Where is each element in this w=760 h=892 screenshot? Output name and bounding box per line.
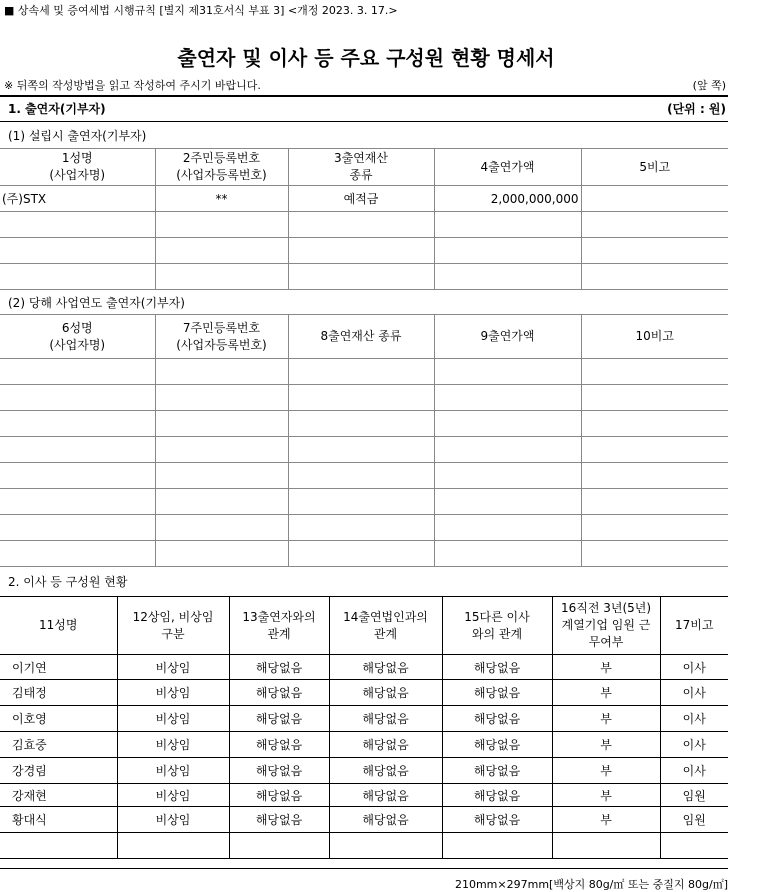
table-row	[0, 489, 728, 515]
table-row	[0, 437, 728, 463]
table-cell: 부	[552, 758, 660, 784]
table-row	[0, 238, 728, 264]
form-header: ■ 상속세 및 증여세법 시행규칙 [별지 제31호서식 부표 3] <개정 2023. 3. 17.>	[4, 4, 398, 17]
table-cell: 비상임	[117, 680, 229, 706]
table-cell: 해당없음	[229, 706, 329, 732]
table-cell: 이사	[660, 758, 728, 784]
table-cell: 강경림	[0, 758, 117, 784]
sub1-title: (1) 설립시 출연자(기부자)	[8, 129, 147, 143]
section2-title: 2. 이사 등 구성원 현황	[8, 575, 128, 589]
table-row	[0, 680, 728, 706]
table-cell: 부	[552, 784, 660, 807]
col-header: 2주민등록번호 (사업자등록번호)	[155, 149, 288, 186]
col-header: 9출연가액	[434, 315, 581, 359]
table-cell: 해당없음	[329, 706, 442, 732]
table-row	[0, 411, 728, 437]
col-header: 13출연자와의 관계	[229, 597, 329, 655]
col-header: 17비고	[660, 597, 728, 655]
founding-contributors-table	[0, 148, 728, 290]
table-cell: 해당없음	[229, 680, 329, 706]
table-row	[0, 758, 728, 784]
table-row	[0, 541, 728, 567]
table-cell: 해당없음	[442, 655, 552, 680]
table-cell	[660, 833, 728, 859]
table-cell	[442, 833, 552, 859]
col-header: 15다른 이사 와의 관계	[442, 597, 552, 655]
current-year-contributors-table	[0, 314, 728, 567]
table-cell: 김효중	[0, 732, 117, 758]
table-cell: 비상임	[117, 732, 229, 758]
col-header: 8출연재산 종류	[288, 315, 434, 359]
table-header-row	[0, 597, 728, 655]
section1-title: 1. 출연자(기부자)	[8, 102, 106, 116]
col-header: 1성명 (사업자명)	[0, 149, 155, 186]
table-row	[0, 463, 728, 489]
table-cell: 해당없음	[329, 784, 442, 807]
table-row	[0, 732, 728, 758]
table-cell: 비상임	[117, 807, 229, 833]
table-row	[0, 515, 728, 541]
page-title: 출연자 및 이사 등 주요 구성원 현황 명세서	[177, 46, 555, 70]
table-cell: 부	[552, 807, 660, 833]
table-header-row	[0, 149, 728, 186]
table-row	[0, 359, 728, 385]
instruction-note: ※ 뒤쪽의 작성방법을 읽고 작성하여 주시기 바랍니다.	[4, 79, 261, 92]
table-row	[0, 264, 728, 290]
divider	[0, 868, 728, 869]
table-cell: 비상임	[117, 706, 229, 732]
table-cell: 해당없음	[229, 732, 329, 758]
table-cell: 해당없음	[329, 807, 442, 833]
table-cell: 이사	[660, 706, 728, 732]
table-cell	[0, 833, 117, 859]
page-side-label: (앞 쪽)	[692, 79, 726, 92]
table-cell: 해당없음	[442, 680, 552, 706]
table-row	[0, 833, 728, 859]
cell-amount: 2,000,000,000	[434, 186, 581, 212]
table-cell: 부	[552, 680, 660, 706]
table-cell: 해당없음	[229, 655, 329, 680]
table-cell: 해당없음	[329, 655, 442, 680]
table-cell: 해당없음	[329, 758, 442, 784]
table-cell	[229, 833, 329, 859]
table-cell: 임원	[660, 807, 728, 833]
table-row	[0, 186, 728, 212]
divider	[0, 95, 728, 97]
table-cell	[329, 833, 442, 859]
col-header: 14출연법인과의 관계	[329, 597, 442, 655]
sub2-title: (2) 당해 사업연도 출연자(기부자)	[8, 296, 185, 310]
table-cell: 해당없음	[229, 784, 329, 807]
table-cell: 비상임	[117, 758, 229, 784]
table-cell: 해당없음	[442, 758, 552, 784]
divider	[0, 121, 728, 122]
table-cell: 부	[552, 655, 660, 680]
table-cell: 이사	[660, 732, 728, 758]
directors-table	[0, 596, 728, 859]
table-row	[0, 385, 728, 411]
col-header: 3출연재산 종류	[288, 149, 434, 186]
cell-id: **	[155, 186, 288, 212]
table-cell: 황대식	[0, 807, 117, 833]
col-header: 16직전 3년(5년) 계열기업 임원 근 무여부	[552, 597, 660, 655]
table-cell: 부	[552, 706, 660, 732]
col-header: 7주민등록번호 (사업자등록번호)	[155, 315, 288, 359]
col-header: 5비고	[581, 149, 728, 186]
table-cell: 해당없음	[329, 732, 442, 758]
table-cell: 해당없음	[229, 807, 329, 833]
table-cell: 해당없음	[442, 807, 552, 833]
table-row	[0, 655, 728, 680]
table-cell: 임원	[660, 784, 728, 807]
table-cell: 해당없음	[442, 706, 552, 732]
unit-label: (단위 : 원)	[667, 102, 726, 116]
col-header: 12상임, 비상임 구분	[117, 597, 229, 655]
table-header-row	[0, 315, 728, 359]
cell-asset-type: 예적금	[288, 186, 434, 212]
table-cell	[552, 833, 660, 859]
col-header: 6성명 (사업자명)	[0, 315, 155, 359]
table-row	[0, 807, 728, 833]
col-header: 11성명	[0, 597, 117, 655]
col-header: 10비고	[581, 315, 728, 359]
table-cell: 김태정	[0, 680, 117, 706]
table-row	[0, 212, 728, 238]
table-row	[0, 784, 728, 807]
table-cell: 부	[552, 732, 660, 758]
table-row	[0, 706, 728, 732]
table-cell: 강재현	[0, 784, 117, 807]
table-cell: 이호영	[0, 706, 117, 732]
table-cell: 비상임	[117, 784, 229, 807]
col-header: 4출연가액	[434, 149, 581, 186]
table-cell: 이사	[660, 655, 728, 680]
table-cell: 해당없음	[229, 758, 329, 784]
table-cell	[117, 833, 229, 859]
cell-name: (주)STX	[0, 186, 155, 212]
cell-remark	[581, 186, 728, 212]
table-cell: 이사	[660, 680, 728, 706]
table-cell: 해당없음	[442, 784, 552, 807]
table-cell: 해당없음	[329, 680, 442, 706]
table-cell: 이기연	[0, 655, 117, 680]
table-cell: 해당없음	[442, 732, 552, 758]
table-cell: 비상임	[117, 655, 229, 680]
paper-spec: 210mm×297mm[백상지 80g/㎡ 또는 중질지 80g/㎡]	[454, 878, 728, 891]
